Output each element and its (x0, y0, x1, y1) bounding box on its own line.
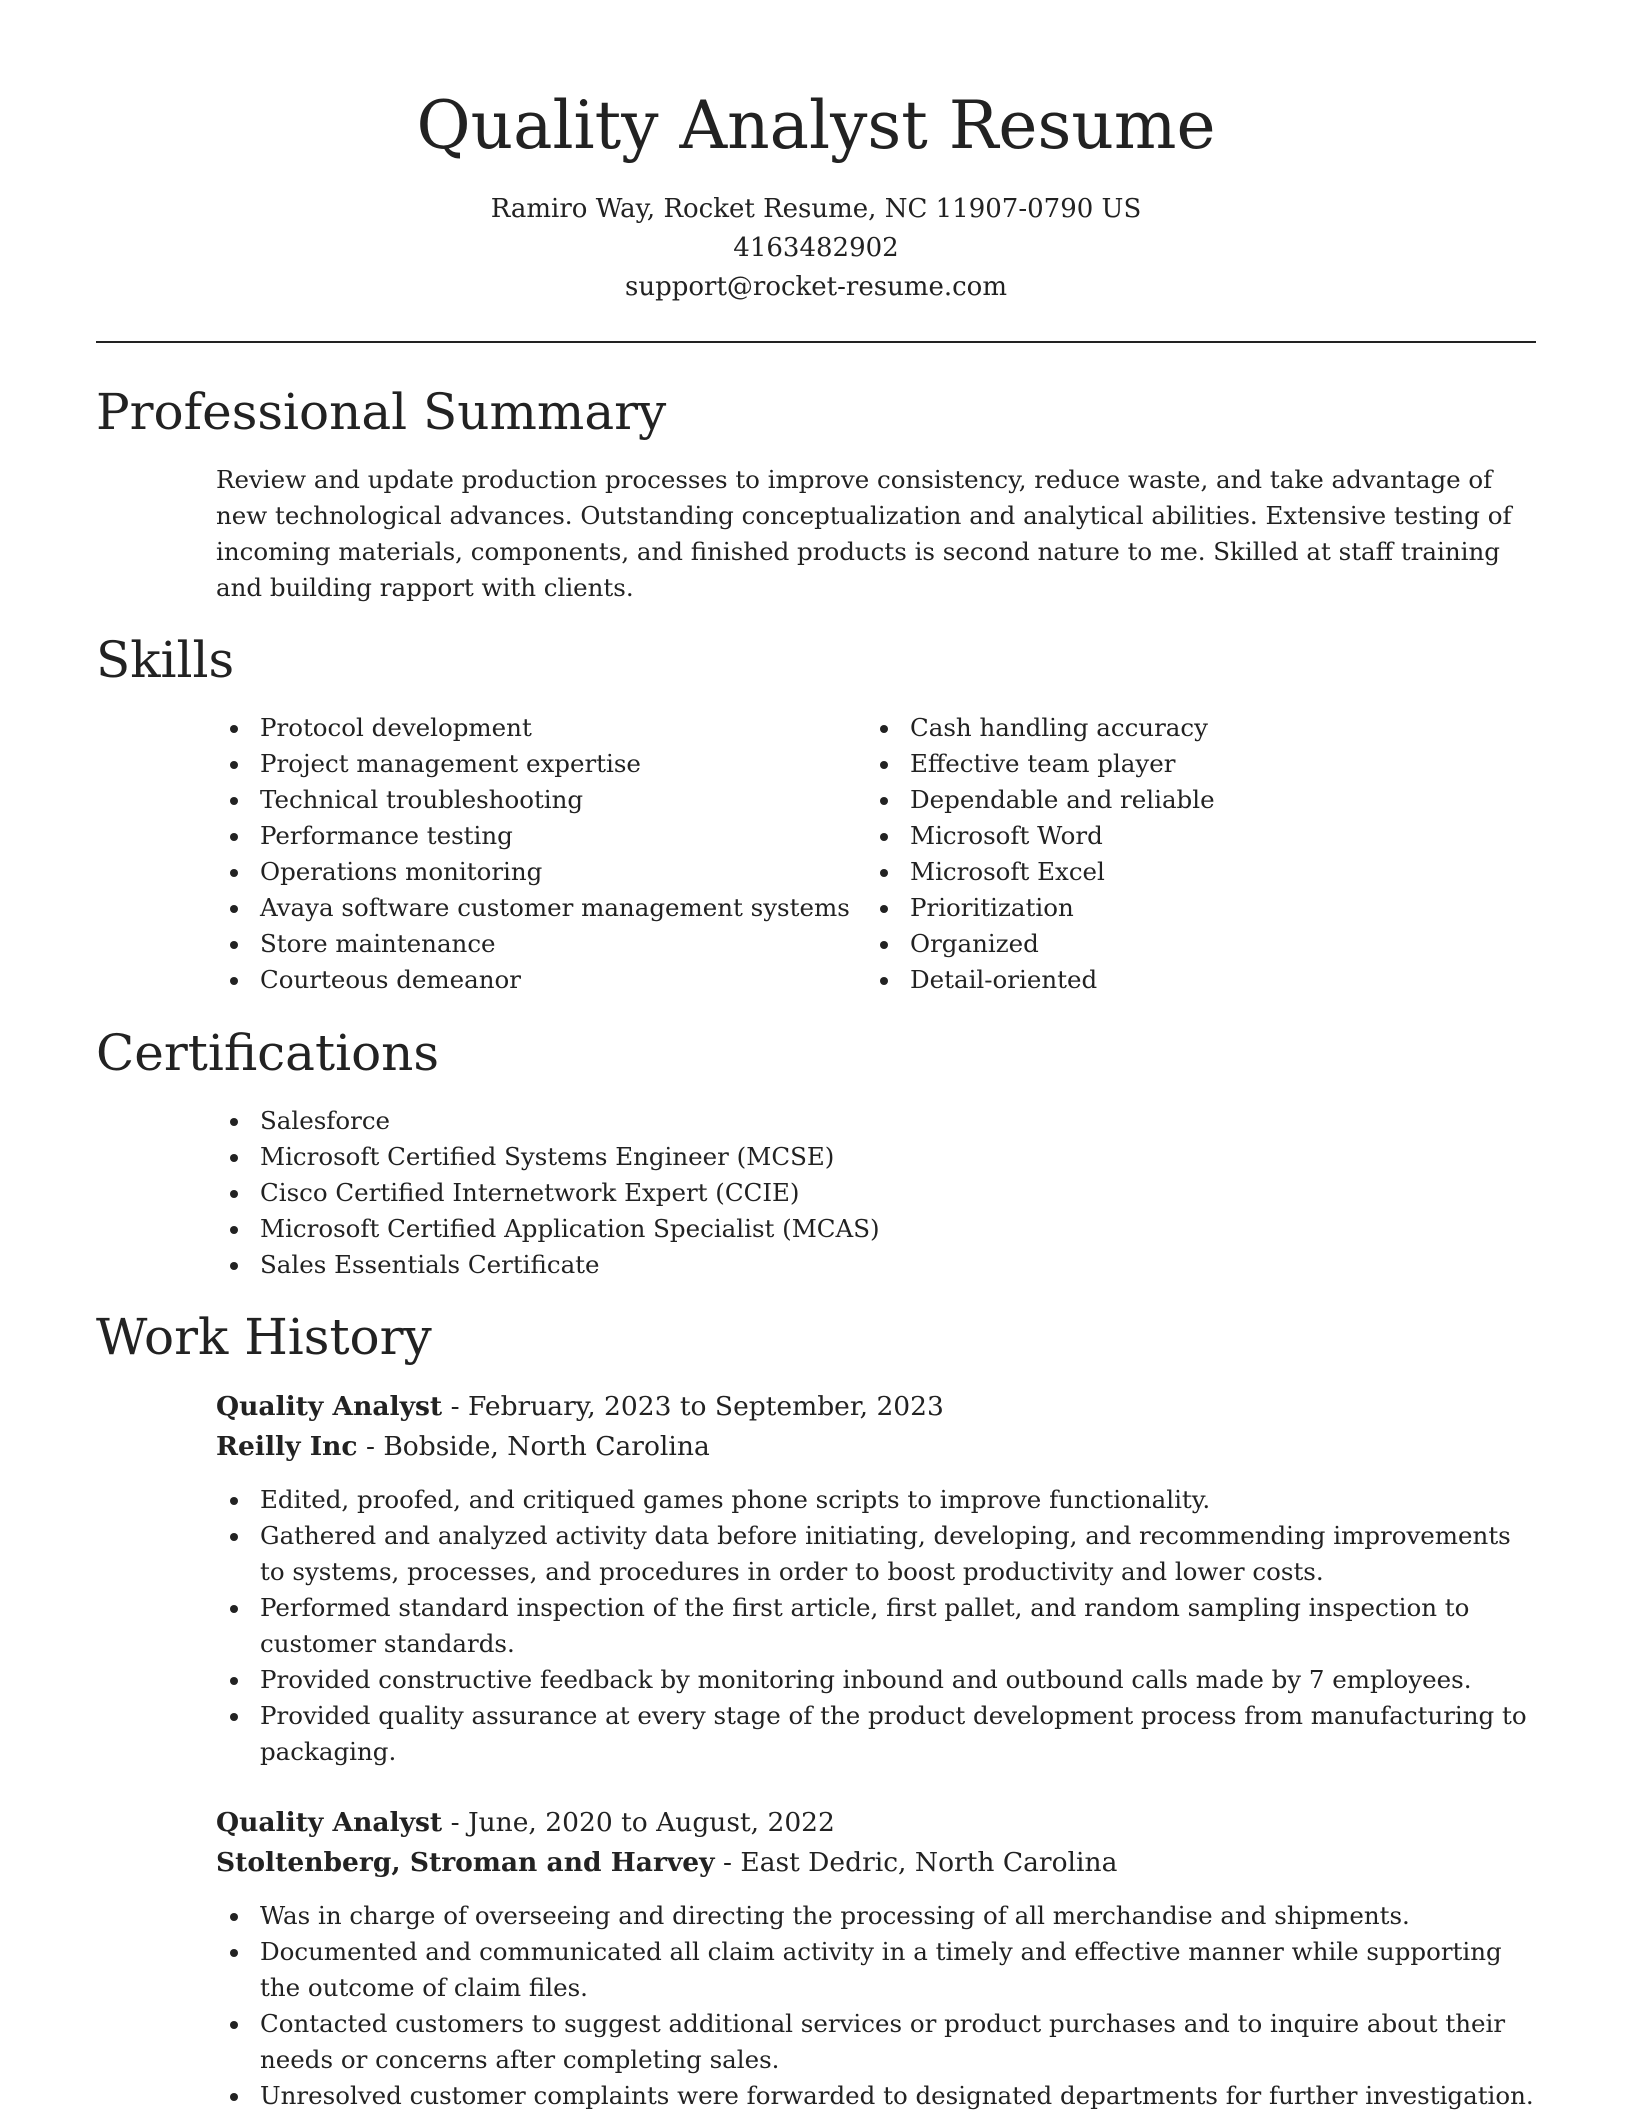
skill-item: Operations monitoring (216, 854, 856, 890)
skill-item: Avaya software customer management systems (216, 890, 856, 926)
job-duty: Unresolved customer complaints were forwarded to designated departments for further investigation. (216, 2078, 1536, 2114)
job-duty: Performed standard inspection of the first article, first pallet, and random sampling inspection to customer standards. (216, 1590, 1536, 1662)
certifications-heading: Certifications (96, 1024, 440, 1082)
skill-item: Cash handling accuracy (866, 710, 1526, 746)
job-title: Quality Analyst (216, 1391, 443, 1422)
job-location: - East Dedric, North Carolina (714, 1847, 1118, 1878)
contact-phone: 4163482902 (733, 233, 899, 263)
skills-list-left (216, 710, 856, 998)
skill-item: Technical troubleshooting (216, 782, 856, 818)
job-company: Stoltenberg, Stroman and Harvey (216, 1847, 715, 1878)
job-title-line (216, 1387, 944, 1427)
skill-item: Detail-oriented (866, 962, 1526, 998)
job-duty: Gathered and analyzed activity data before initiating, developing, and recommending improvements to systems, processes, and procedures in order to boost productivity and lower costs. (216, 1518, 1536, 1590)
job-dates: - June, 2020 to August, 2022 (442, 1807, 835, 1838)
contact-address: Ramiro Way, Rocket Resume, NC 11907-0790 US (490, 194, 1142, 224)
job-duty: Contacted customers to suggest additional services or product purchases and to inquire about their needs or concerns after completing sales. (216, 2006, 1536, 2078)
certifications-list (216, 1103, 880, 1283)
job-duties-list (216, 1898, 1536, 2114)
job-title: Quality Analyst (216, 1807, 443, 1838)
job-company: Reilly Inc (216, 1431, 358, 1462)
skill-item: Store maintenance (216, 926, 856, 962)
skill-item: Prioritization (866, 890, 1526, 926)
certification-item: Microsoft Certified Application Specialist (MCAS) (216, 1211, 880, 1247)
summary-heading: Professional Summary (96, 383, 667, 441)
job-duty: Was in charge of overseeing and directing the processing of all merchandise and shipments. (216, 1898, 1536, 1934)
job-duty: Documented and communicated all claim activity in a timely and effective manner while supporting the outcome of claim files. (216, 1934, 1536, 2006)
skill-item: Effective team player (866, 746, 1526, 782)
resume-title: Quality Analyst Resume (416, 87, 1216, 164)
skills-heading: Skills (96, 631, 235, 689)
job-duty: Provided quality assurance at every stage of the product development process from manufacturing to packaging. (216, 1698, 1536, 1770)
summary-text: Review and update production processes to improve consistency, reduce waste, and take advantage of new technological advances. Outstanding conceptualization and analytical abilities. Extensive testing of incoming materials, components, and finished products is second nature to me. Skilled at staff training and building rapport with clients. (216, 465, 1512, 602)
skill-item: Project management expertise (216, 746, 856, 782)
skill-item: Microsoft Excel (866, 854, 1526, 890)
skill-item: Microsoft Word (866, 818, 1526, 854)
skills-list-right (866, 710, 1526, 998)
skill-item: Protocol development (216, 710, 856, 746)
skill-item: Performance testing (216, 818, 856, 854)
certification-item: Salesforce (216, 1103, 880, 1139)
skill-item: Organized (866, 926, 1526, 962)
job-duties-list (216, 1482, 1536, 1770)
job-duty: Provided constructive feedback by monitoring inbound and outbound calls made by 7 employees. (216, 1662, 1536, 1698)
certification-item: Microsoft Certified Systems Engineer (MCSE) (216, 1139, 880, 1175)
job-title-line (216, 1803, 835, 1843)
skill-item: Courteous demeanor (216, 962, 856, 998)
contact-block (96, 190, 1536, 307)
job-location: - Bobside, North Carolina (357, 1431, 710, 1462)
job-dates: - February, 2023 to September, 2023 (442, 1391, 944, 1422)
certification-item: Sales Essentials Certificate (216, 1247, 880, 1283)
job-company-line (216, 1843, 1117, 1883)
work-history-heading: Work History (96, 1308, 432, 1366)
skill-item: Dependable and reliable (866, 782, 1526, 818)
certification-item: Cisco Certified Internetwork Expert (CCIE) (216, 1175, 880, 1211)
job-company-line (216, 1427, 710, 1467)
job-duty: Edited, proofed, and critiqued games phone scripts to improve functionality. (216, 1482, 1536, 1518)
contact-email: support@rocket-resume.com (624, 272, 1007, 302)
header-divider (96, 341, 1536, 343)
